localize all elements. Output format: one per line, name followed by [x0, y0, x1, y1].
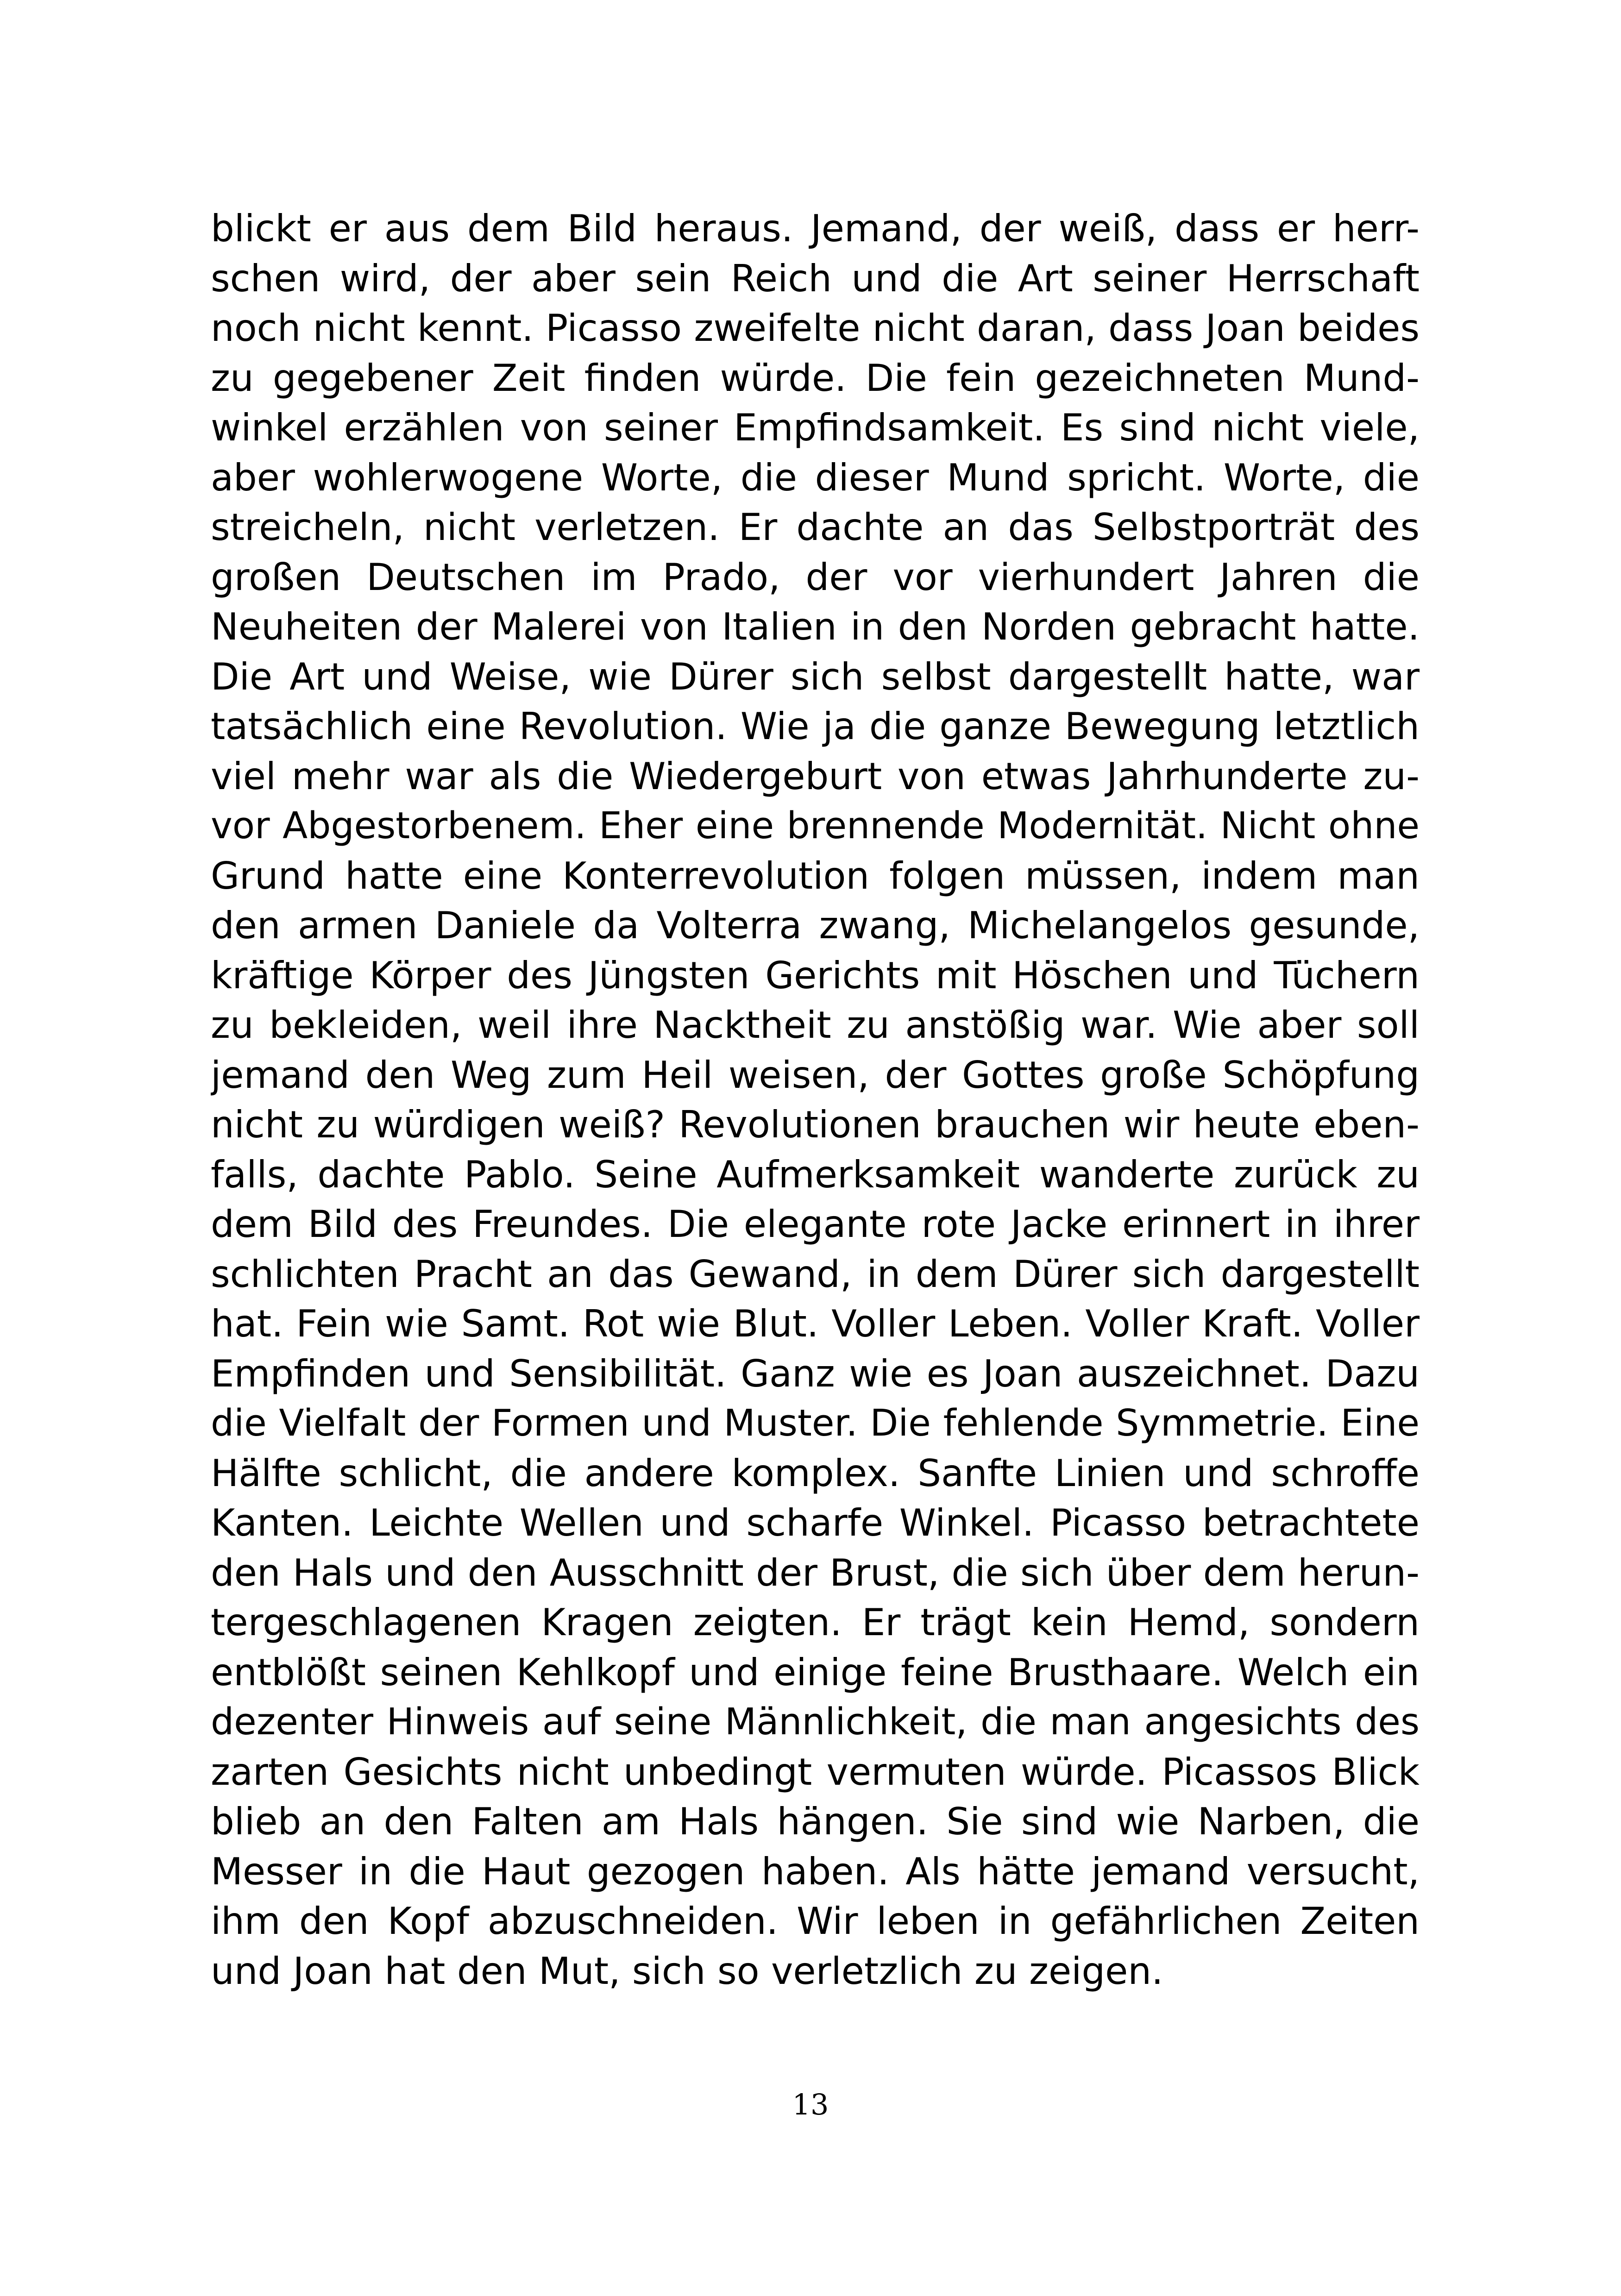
text-line: entblößt seinen Kehlkopf und einige feine Brusthaare. Welch ein [211, 1650, 1420, 1694]
text-line: hat. Fein wie Samt. Rot wie Blut. Voller Leben. Voller Kraft. Voller [211, 1302, 1420, 1345]
text-line: blieb an den Falten am Hals hängen. Sie sind wie Narben, die [211, 1800, 1420, 1843]
text-line: Messer in die Haut gezogen haben. Als hätte jemand versucht, [211, 1850, 1420, 1893]
text-line: noch nicht kennt. Picasso zweifelte nicht daran, dass Joan beides [211, 307, 1420, 350]
text-line: schen wird, der aber sein Reich und die Art seiner Herrschaft [211, 257, 1420, 300]
text-line: nicht zu würdigen weiß? Revolutionen brauchen wir heute eben- [211, 1103, 1420, 1146]
text-line: falls, dachte Pablo. Seine Aufmerksamkeit wanderte zurück zu [211, 1153, 1420, 1196]
text-line: winkel erzählen von seiner Empfindsamkeit. Es sind nicht viele, [211, 406, 1420, 449]
text-line: tergeschlagenen Kragen zeigten. Er trägt kein Hemd, sondern [211, 1601, 1420, 1644]
text-line: den Hals und den Ausschnitt der Brust, die sich über dem herun- [211, 1551, 1420, 1594]
text-line: dem Bild des Freundes. Die elegante rote Jacke erinnert in ihrer [211, 1203, 1420, 1246]
text-line: kräftige Körper des Jüngsten Gerichts mit Höschen und Tüchern [211, 954, 1420, 997]
text-line: Hälfte schlicht, die andere komplex. Sanfte Linien und schroffe [211, 1451, 1420, 1495]
text-line: Neuheiten der Malerei von Italien in den Norden gebracht hatte. [211, 605, 1420, 648]
text-line: aber wohlerwogene Worte, die dieser Mund spricht. Worte, die [211, 456, 1420, 499]
text-line: Empfinden und Sensibilität. Ganz wie es Joan auszeichnet. Dazu [211, 1352, 1420, 1395]
page-number: 13 [792, 2088, 829, 2121]
text-line: zu gegebener Zeit finden würde. Die fein gezeichneten Mund- [211, 356, 1420, 400]
text-line: tatsächlich eine Revolution. Wie ja die ganze Bewegung letztlich [211, 705, 1420, 748]
text-line: jemand den Weg zum Heil weisen, der Gottes große Schöpfung [211, 1053, 1420, 1097]
text-line: zarten Gesichts nicht unbedingt vermuten würde. Picassos Blick [211, 1750, 1420, 1794]
text-line: Die Art und Weise, wie Dürer sich selbst dargestellt hatte, war [211, 655, 1420, 698]
text-line: blickt er aus dem Bild heraus. Jemand, der weiß, dass er herr- [211, 207, 1420, 250]
text-line: ihm den Kopf abzuschneiden. Wir leben in gefährlichen Zeiten [211, 1900, 1420, 1943]
body-text [211, 204, 1420, 1996]
text-line: viel mehr war als die Wiedergeburt von etwas Jahrhunderte zu- [211, 754, 1420, 798]
text-line: Grund hatte eine Konterrevolution folgen müssen, indem man [211, 854, 1420, 897]
text-line: Kanten. Leichte Wellen und scharfe Winkel. Picasso betrachtete [211, 1501, 1420, 1544]
text-line: zu bekleiden, weil ihre Nacktheit zu anstößig war. Wie aber soll [211, 1004, 1420, 1047]
text-line: und Joan hat den Mut, sich so verletzlich zu zeigen. [211, 1949, 1163, 1993]
text-line: großen Deutschen im Prado, der vor vierhundert Jahren die [211, 555, 1420, 599]
text-line: dezenter Hinweis auf seine Männlichkeit, die man angesichts des [211, 1700, 1420, 1743]
text-line: die Vielfalt der Formen und Muster. Die fehlende Symmetrie. Eine [211, 1402, 1420, 1444]
text-line: streicheln, nicht verletzen. Er dachte an das Selbstporträt des [211, 506, 1420, 549]
text-line: vor Abgestorbenem. Eher eine brennende Modernität. Nicht ohne [211, 804, 1420, 847]
text-line: den armen Daniele da Volterra zwang, Michelangelos gesunde, [211, 904, 1420, 947]
text-line: schlichten Pracht an das Gewand, in dem Dürer sich dargestellt [211, 1252, 1420, 1296]
